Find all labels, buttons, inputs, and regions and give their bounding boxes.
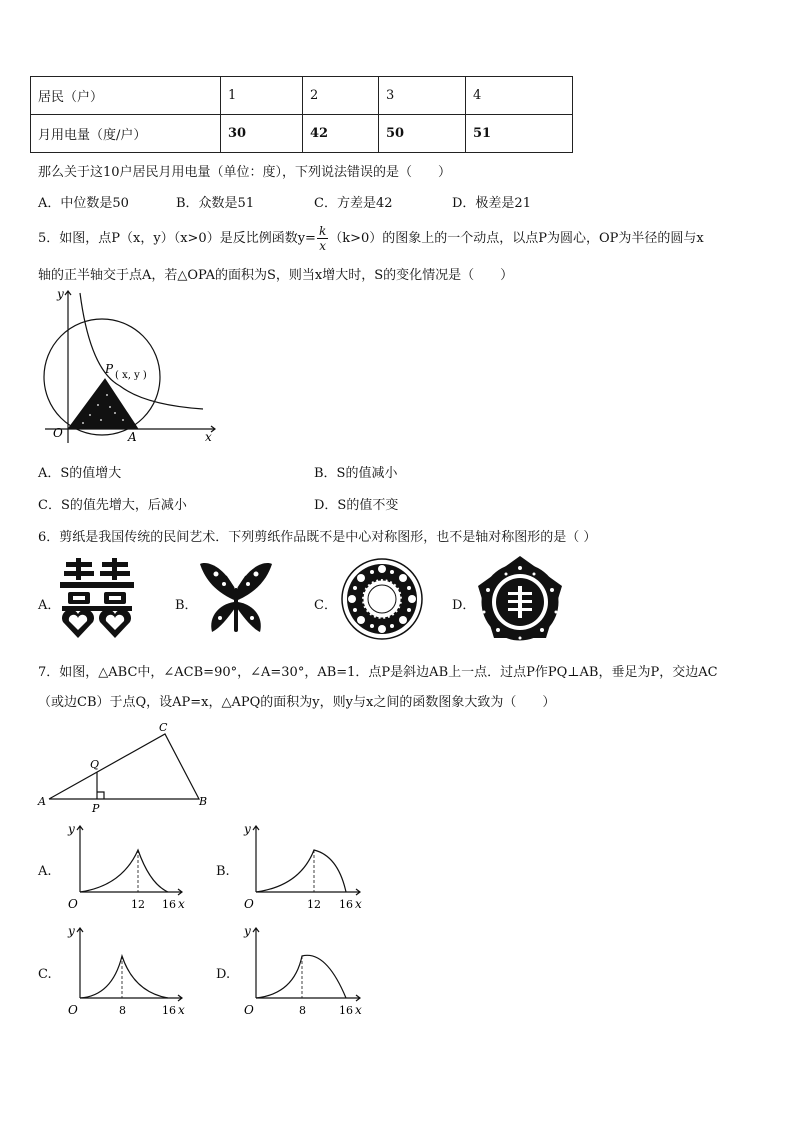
q5-option-b: B．S的值减小: [314, 466, 398, 481]
q4-option-a: A．中位数是50: [38, 196, 129, 211]
label-x: x: [178, 1003, 185, 1017]
right-angle-mark: [97, 792, 104, 799]
electricity-table: [30, 76, 573, 153]
q7-graph-b-label: B.: [216, 864, 230, 879]
label-o: O: [53, 426, 63, 440]
label-a: A: [128, 430, 137, 444]
label-o: O: [68, 1003, 78, 1017]
label-p-coords: ( x, y ): [115, 370, 147, 381]
round-flower-icon: [340, 556, 424, 642]
table-cell: 50: [379, 115, 466, 153]
tick-label: 12: [131, 898, 145, 911]
tick-label: 8: [119, 1004, 126, 1017]
label-y: y: [68, 924, 75, 938]
curve: [256, 850, 346, 892]
label-y: y: [57, 287, 64, 301]
double-happiness-icon: [60, 558, 134, 640]
label-x: x: [355, 897, 362, 911]
table-cell: 4: [466, 77, 573, 115]
label-b: B: [199, 795, 208, 808]
pentagon-pattern-icon: [476, 554, 564, 642]
label-q: Q: [90, 758, 100, 771]
tick-label: 8: [299, 1004, 306, 1017]
table-cell: 月用电量（度/户）: [31, 115, 221, 153]
label-o: O: [68, 897, 78, 911]
table-cell: 3: [379, 77, 466, 115]
q5-option-d: D．S的值不变: [314, 498, 399, 513]
q5-stem-part1: 5．如图，点P（x，y）（x>0）是反比例函数y=: [38, 231, 316, 246]
q4-stem: 那么关于这10户居民月用电量（单位：度），下列说法错误的是（ ）: [38, 165, 452, 180]
q6-label-b: B．: [175, 598, 198, 613]
q7-stem-line1: 7．如图，△ABC中，∠ACB=90°，∠A=30°，AB=1．点P是斜边AB上一点．过点P作PQ⊥AB，垂足为P，交边AC: [38, 665, 718, 680]
curve: [80, 956, 168, 998]
label-x: x: [205, 430, 212, 444]
q6-label-d: D．: [452, 598, 476, 613]
label-p: P: [92, 802, 100, 815]
triangle-abc: [49, 734, 199, 799]
q6-label-c: C．: [314, 598, 337, 613]
fraction-denominator: x: [319, 239, 326, 253]
curve: [80, 850, 168, 892]
q5-stem-line2: 轴的正半轴交于点A，若△OPA的面积为S，则当x增大时，S的变化情况是（ ）: [38, 268, 514, 283]
tick-label: 16: [339, 898, 353, 911]
q7-graph-a-label: A.: [38, 864, 52, 879]
q5-option-c: C．S的值先增大，后减小: [38, 498, 187, 513]
label-y: y: [244, 822, 251, 836]
table-cell: 1: [221, 77, 303, 115]
label-o: O: [244, 1003, 254, 1017]
table-cell: 42: [303, 115, 379, 153]
q7-graph-c-label: C.: [38, 967, 52, 982]
table-cell: 30: [221, 115, 303, 153]
q7-triangle-figure: [35, 718, 215, 816]
curve: [256, 955, 346, 998]
label-a: A: [38, 795, 46, 808]
butterfly-icon: [198, 558, 274, 640]
table-row: [31, 77, 573, 115]
q4-option-d: D．极差是21: [452, 196, 531, 211]
label-c: C: [159, 721, 168, 734]
tick-label: 16: [162, 898, 176, 911]
triangle-opa: [68, 379, 138, 429]
q7-graph-c: [62, 922, 192, 1020]
label-o: O: [244, 897, 254, 911]
label-x: x: [178, 897, 185, 911]
q5-figure: [35, 285, 225, 445]
tick-label: 16: [339, 1004, 353, 1017]
q7-graph-b: [238, 820, 370, 916]
tick-label: 16: [162, 1004, 176, 1017]
table-cell: 51: [466, 115, 573, 153]
label-y: y: [244, 924, 251, 938]
label-y: y: [68, 822, 75, 836]
table-row: [31, 115, 573, 153]
fraction-numerator: k: [318, 224, 327, 238]
label-x: x: [355, 1003, 362, 1017]
k-over-x-fraction: [317, 224, 328, 253]
q7-graph-a: [62, 820, 192, 916]
q5-stem-line1: [38, 224, 704, 253]
tick-label: 12: [307, 898, 321, 911]
q7-graph-d: [238, 922, 370, 1020]
q4-option-c: C．方差是42: [314, 196, 393, 211]
label-p: P: [105, 362, 114, 376]
q7-graph-d-label: D.: [216, 967, 231, 982]
table-cell: 2: [303, 77, 379, 115]
table-cell: 居民（户）: [31, 77, 221, 115]
q5-stem-part2: （k>0）的图象上的一个动点，以点P为圆心，OP为半径的圆与x: [329, 231, 704, 246]
q6-label-a: A．: [38, 598, 61, 613]
q5-option-a: A．S的值增大: [38, 466, 122, 481]
q4-option-b: B．众数是51: [176, 196, 255, 211]
q6-stem: 6．剪纸是我国传统的民间艺术．下列剪纸作品既不是中心对称图形，也不是轴对称图形的是（ ）: [38, 530, 597, 545]
q7-stem-line2: （或边CB）于点Q，设AP=x，△APQ的面积为y，则y与x之间的函数图象大致为（ ）: [38, 695, 556, 710]
